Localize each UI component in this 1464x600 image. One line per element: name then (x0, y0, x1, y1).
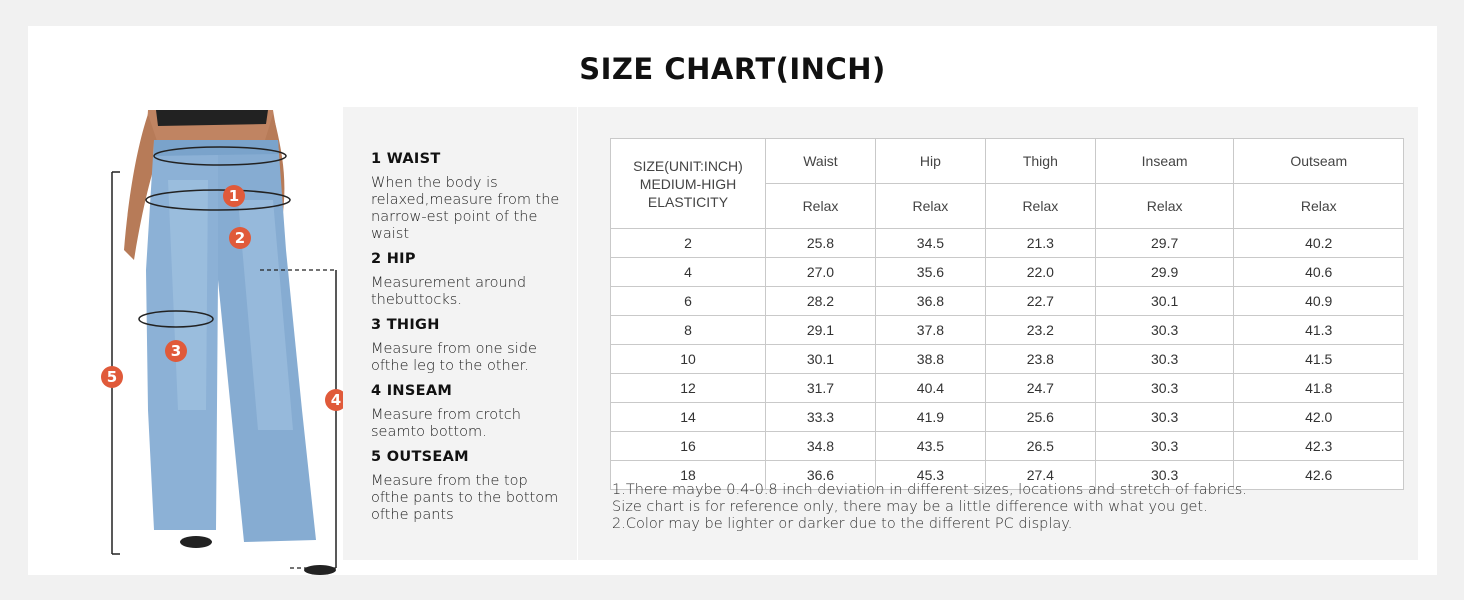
hip-description: Measurement around thebuttocks. (371, 275, 527, 308)
size-header-line: SIZE(UNIT:INCH) (633, 157, 743, 174)
measurement-cell: 22.7 (985, 287, 1095, 316)
size-cell: 6 (611, 287, 766, 316)
table-row (611, 316, 1404, 345)
table-row (611, 229, 1404, 258)
measurement-cell: 34.5 (875, 229, 985, 258)
measurement-cell: 38.8 (875, 345, 985, 374)
measurement-cell: 30.3 (1095, 345, 1234, 374)
measurement-cell: 40.4 (875, 374, 985, 403)
column-header-waist: Waist (766, 139, 876, 184)
fit-label: Relax (875, 184, 985, 229)
fit-label: Relax (1234, 184, 1404, 229)
measurement-cell: 28.2 (766, 287, 876, 316)
measurement-cell: 30.3 (1095, 316, 1234, 345)
measurement-cell: 33.3 (766, 403, 876, 432)
size-cell: 2 (611, 229, 766, 258)
waist-heading: 1 WAIST (371, 151, 441, 167)
size-column-header (611, 139, 766, 229)
measurement-cell: 30.3 (1095, 374, 1234, 403)
fit-label: Relax (766, 184, 876, 229)
note-line: Size chart is for reference only, there may be a little difference with what you get. (612, 499, 1208, 515)
measurement-cell: 29.9 (1095, 258, 1234, 287)
size-table-panel (578, 107, 1418, 560)
size-notes (612, 482, 1392, 533)
size-cell: 16 (611, 432, 766, 461)
outseam-heading: 5 OUTSEAM (371, 449, 469, 465)
marker-thigh: 3 (165, 340, 187, 362)
inseam-description: Measure from crotch seamto bottom. (371, 407, 521, 440)
size-cell: 4 (611, 258, 766, 287)
marker-inseam: 4 (325, 389, 347, 411)
table-row (611, 287, 1404, 316)
column-header-thigh: Thigh (985, 139, 1095, 184)
size-cell: 12 (611, 374, 766, 403)
measurement-cell: 25.8 (766, 229, 876, 258)
thigh-heading: 3 THIGH (371, 317, 440, 333)
size-header-line: MEDIUM-HIGH (639, 175, 737, 192)
measurement-cell: 31.7 (766, 374, 876, 403)
measurement-cell: 23.2 (985, 316, 1095, 345)
measurement-cell: 41.8 (1234, 374, 1404, 403)
measurement-cell: 40.2 (1234, 229, 1404, 258)
measurement-cell: 27.4 (985, 461, 1095, 490)
thigh-description: Measure from one side ofthe leg to the other. (371, 341, 537, 374)
measurement-cell: 41.3 (1234, 316, 1404, 345)
measurement-cell: 29.1 (766, 316, 876, 345)
inseam-heading: 4 INSEAM (371, 383, 453, 399)
measurement-cell: 43.5 (875, 432, 985, 461)
waist-description: When the body is relaxed,measure from the narrow-est point of the waist (371, 175, 560, 242)
table-row (611, 374, 1404, 403)
outseam-description: Measure from the top ofthe pants to the bottom ofthe pants (371, 473, 559, 523)
column-header-hip: Hip (875, 139, 985, 184)
measurement-cell: 25.6 (985, 403, 1095, 432)
note-line: 1.There maybe 0.4-0.8 inch deviation in different sizes, locations and stretch of fabrics. (612, 482, 1247, 498)
table-row (611, 345, 1404, 374)
marker-waist: 1 (223, 185, 245, 207)
measurement-cell: 30.3 (1095, 461, 1234, 490)
table-row (611, 403, 1404, 432)
measurement-cell: 30.3 (1095, 403, 1234, 432)
hip-heading: 2 HIP (371, 251, 416, 267)
measurement-cell: 36.8 (875, 287, 985, 316)
measurement-cell: 30.1 (1095, 287, 1234, 316)
jeans-illustration (68, 110, 348, 575)
table-row (611, 432, 1404, 461)
table-row (611, 258, 1404, 287)
size-header-line: ELASTICITY (647, 193, 729, 210)
size-table-body (611, 229, 1404, 490)
measurement-cell: 45.3 (875, 461, 985, 490)
size-table (610, 138, 1404, 490)
page-title: SIZE CHART(INCH) (579, 52, 886, 86)
measurement-cell: 41.5 (1234, 345, 1404, 374)
size-chart-card (28, 26, 1437, 575)
measurement-cell: 34.8 (766, 432, 876, 461)
measurement-cell: 35.6 (875, 258, 985, 287)
measurement-cell: 42.3 (1234, 432, 1404, 461)
fit-label: Relax (1095, 184, 1234, 229)
measurement-cell: 24.7 (985, 374, 1095, 403)
measurement-cell: 40.9 (1234, 287, 1404, 316)
measurement-cell: 30.1 (766, 345, 876, 374)
measurement-cell: 41.9 (875, 403, 985, 432)
note-line: 2.Color may be lighter or darker due to the different PC display. (612, 516, 1073, 532)
measurement-cell: 37.8 (875, 316, 985, 345)
measurement-cell: 21.3 (985, 229, 1095, 258)
marker-hip: 2 (229, 227, 251, 249)
size-cell: 18 (611, 461, 766, 490)
measurement-cell: 36.6 (766, 461, 876, 490)
size-cell: 10 (611, 345, 766, 374)
column-header-outseam: Outseam (1234, 139, 1404, 184)
measurement-cell: 29.7 (1095, 229, 1234, 258)
fit-label: Relax (985, 184, 1095, 229)
measurement-cell: 22.0 (985, 258, 1095, 287)
measurement-cell: 40.6 (1234, 258, 1404, 287)
jeans-figure (68, 110, 348, 575)
measurement-cell: 42.0 (1234, 403, 1404, 432)
size-cell: 8 (611, 316, 766, 345)
measurement-cell: 27.0 (766, 258, 876, 287)
measurement-cell: 30.3 (1095, 432, 1234, 461)
measurement-cell: 23.8 (985, 345, 1095, 374)
measurement-cell: 42.6 (1234, 461, 1404, 490)
size-cell: 14 (611, 403, 766, 432)
marker-outseam: 5 (101, 366, 123, 388)
measurement-cell: 26.5 (985, 432, 1095, 461)
column-header-inseam: Inseam (1095, 139, 1234, 184)
measurement-guide (343, 107, 577, 560)
